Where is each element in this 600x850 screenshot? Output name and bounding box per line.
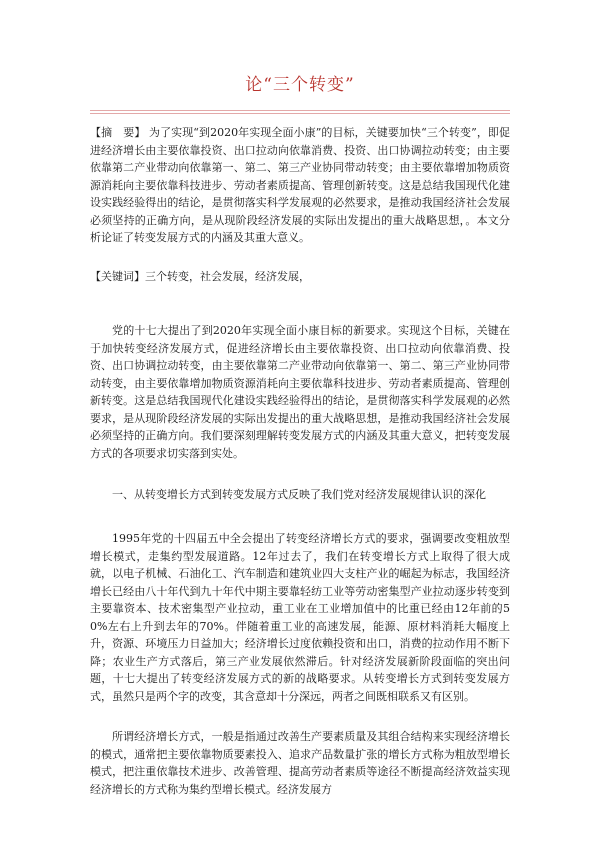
keywords-text: 三个转变，社会发展，经济发展， (145, 270, 310, 283)
page-title: 论“三个转变” (245, 75, 355, 95)
title-divider (90, 110, 510, 114)
section-heading-1: 一、从转变增长方式到转变发展方式反映了我们党对经济发展规律认识的深化 (112, 488, 486, 501)
keywords (90, 268, 510, 286)
body-paragraph-3: 所谓经济增长方式，一般是指通过改善生产要素质量及其组合结构来实现经济增长的模式，通常把主要依靠物质要素投入、追求产品数量扩张的增长方式称为粗放型增长模式，把注重依靠技术进步、改善管理、提高劳动者素质等途径不断提高经济效益实现经济增长的方式称为集约型增长模式。经济发展方 (90, 730, 510, 796)
body-paragraph-2: 1995年党的十四届五中全会提出了转变经济增长方式的要求，强调要改变粗放型增长模式，走集约型发展道路。12年过去了，我们在转变增长方式上取得了很大成就，以电子机械、石油化工、汽车制造和建筑业四大支柱产业的崛起为标志，我国经济增长已经由八十年代到九十年代中期主要靠轻纺工业等劳动密集型产业拉动逐步转变到主要靠资本、技术密集型产业拉动，重工业在工业增加值中的比重已经由12年前的50%左右上升到去年的70%。伴随着重工业的高速发展，能源、原材料消耗大幅度上升，资源、环境压力日益加大；经济增长过度依赖投资和出口，消费的拉动作用不断下降；农业生产方式落后，第三产业发展依然滞后。针对经济发展新阶段面临的突出问题，十七大提出了转变经济发展方式的新的战略要求。从转变增长方式到转变发展方式，虽然只是两个字的改变，其含意却十分深远，两者之间既相联系又有区别。 (90, 532, 510, 703)
abstract (90, 124, 510, 247)
body-paragraph-1: 党的十七大提出了到2020年实现全面小康目标的新要求。实现这个目标，关键在于加快转变经济发展方式，促进经济增长由主要依靠投资、出口拉动向依靠消费、投资、出口协调拉动转变，由主要依靠第二产业带动向依靠第一、第二、第三产业协同带动转变，由主要依靠增加物质资源消耗向主要依靠科技进步、劳动者素质提高、管理创新转变。这是总结我国现代化建设实践经验得出的结论，是贯彻落实科学发展观的必然要求，是从现阶段经济发展的实际出发提出的重大战略思想，是推动我国经济社会发展必须坚持的正确方向。我们要深刻理解转变发展方式的内涵及其重大意义，把转变发展方式的各项要求切实落到实处。 (90, 324, 510, 460)
keywords-label: 【关键词】 (90, 270, 145, 283)
abstract-text: 为了实现“到2020年实现全面小康”的目标，关键要加快“三个转变”，即促进经济增长由主要依靠投资、出口拉动向依靠消费、投资、出口协调拉动转变；由主要依靠第二产业带动向依靠第一、第二、第三产业协同带动转变；由主要依靠增加物质资源消耗向主要依靠科技进步、劳动者素质提高、管理创新转变。这是总结我国现代化建设实践经验得出的结论，是贯彻落实科学发展观的必然要求，是推动我国经济社会发展必须坚持的正确方向，是从现阶段经济发展的实际出发提出的重大战略思想，。本文分析论证了转变发展方式的内涵及其重大意义。 (90, 126, 510, 244)
abstract-label: 【摘 要】 (90, 126, 146, 139)
